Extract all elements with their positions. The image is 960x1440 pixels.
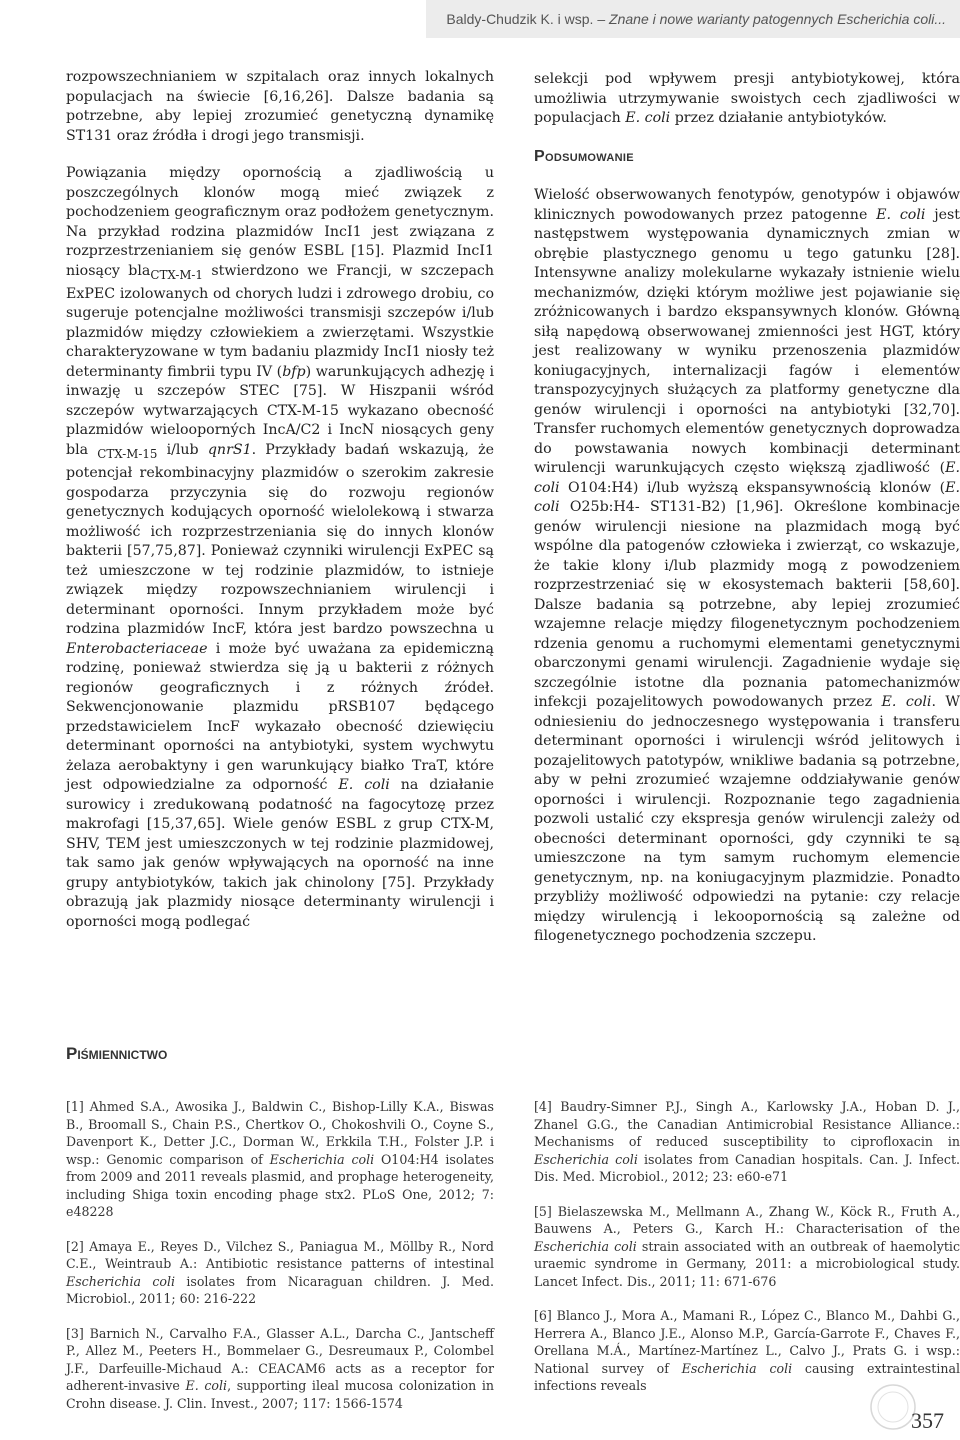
page-number: 357 [911, 1408, 944, 1433]
text: selekcji pod wpływem presji antybiotykowej, która umożliwia utrzymywanie swoistych cech zjadliwości w populacjach [534, 71, 960, 126]
taxon-name: E. coli [625, 110, 671, 126]
text: [3] Barnich N., Carvalho F.A., Glasser A.L., Darcha C., Jantscheff P., Allez M., Peeters H., Bommelaer G., Desreumaux P., Colombel J.F., Darfeuille-Michaud A.: CEACAM6 acts as a receptor for adherent-invasive [66, 1325, 494, 1393]
text: [4] Baudry-Simner P.J., Singh A., Karlowsky J.A., Hoban D. J., Zhanel G.G., the Canadian Antimicrobial Resistance Alliance.: Mechanisms of reduced susceptibility to ciprofloxacin in [534, 1099, 960, 1149]
text: . Przykłady badań wskazują, że potencjał rekombinacyjny plazmidów o szerokim zakresie gospodarza przyczynia się do rozwoju regionów genetycznych kodujących oporność wielolekową i stwarza możliwość ich rozprzestrzeniania się do innych klonów bakterii [57,75,87]. Ponieważ czynniki wirulencji ExPEC są też umieszczone w tej rodzinie plazmidów, to istnieje związek między rozpowszechnianiem wirulencji i determinant oporności. Innym przykładem może być rodzina plazmidów IncF, która jest bardzo powszechna u [66, 441, 494, 638]
paragraph [66, 164, 494, 932]
reference-item [66, 1238, 494, 1308]
taxon-name: E. coli [338, 777, 390, 794]
taxon-name: Escherichia coli [534, 1151, 638, 1167]
text: isolates from Nicaraguan children. J. Med. Microbiol., 2011; 60: 216-222 [66, 1273, 494, 1306]
text: O25b:H4- ST131-B2) [1,96]. Określone kombinacje genów wirulencji niesione na plazmidach mogą być wspólne dla patogenów człowieka i zwierząt, co wskazuje, że takie klony i/lub plazmidy mogą z powodzeniem rozprzestrzeniać się w ekosystemach bakterii [58,60]. Dalsze badania są potrzebne, aby lepiej zrozumieć wzajemne relacje między filogenetycznym pochodzeniem rdzenia genomu a ruchomymi elementami genetycznymi obarczonymi genami wirulencji. Zagadnienie wydaje się szczególnie istotne dla poznania patomechanizmów infekcji pozajelitowych powodowanych przez [534, 499, 960, 710]
text: , supporting ileal mucosa colonization in Crohn disease. J. Clin. Invest., 2007; 117: 1566-1574 [66, 1378, 495, 1411]
references-heading: Piśmiennictwo [66, 1044, 168, 1063]
reference-item [66, 1098, 494, 1221]
header-separator: – [593, 11, 610, 27]
text: [2] Amaya E., Reyes D., Vilchez S., Paniagua M., Möllby R., Nord C.E., Weintraub A.: Antibiotic resistance patterns of intestinal [66, 1238, 494, 1271]
text: stwierdzono we Francji, w szczepach ExPEC izolowanych od chorych ludzi i zdrowego drobiu, co sugeruje potencjalne możliwości transmisji szczepów i/lub plazmidów między człowiekiem a zwierzętami. Wszystkie charakteryzowane w tym badaniu plazmidy IncI1 niosły też determinanty fimbrii typu IV ( [66, 262, 494, 380]
text: [5] Bielaszewska M., Mellmann A., Zhang W., Köck R., Fruth A., Bauwens A., Peters G., Karch H.: Characterisation of the [534, 1203, 960, 1236]
taxon-name: Escherichia coli [66, 1273, 176, 1289]
running-header [426, 0, 960, 38]
taxon-name: Escherichia coli [269, 1151, 375, 1167]
gene-subscript: CTX-M-1 [150, 267, 203, 282]
text: O104:H4 isolates from 2009 and 2011 reveals plasmid, and prophage heterogeneity, including Shiga toxin encoding phage stx2. PLoS One, 2012; 7: e48228 [66, 1151, 494, 1219]
text: causing extraintestinal infections reveals [534, 1360, 960, 1393]
text: i/lub [157, 441, 208, 458]
paragraph: rozpowszechnianiem w szpitalach oraz innych lokalnych populacjach na świecie [6,16,26]. Dalsze badania są potrzebne, aby lepiej zrozumieć genetyczną dynamikę ST131 oraz źródła i drogi jego transmisji. [66, 69, 494, 144]
text: isolates from Canadian hospitals. Can. J. Infect. Dis. Med. Microbiol., 2012; 23: e60-e71 [534, 1151, 960, 1184]
gene-subscript: CTX-M-15 [97, 446, 158, 461]
taxon-name: E. coli [185, 1378, 228, 1393]
taxon-name: Escherichia coli [681, 1360, 793, 1376]
left-column [66, 68, 494, 950]
text: jest następstwem występowania dynamicznych zmian w obrębie plastycznego genomu u tego gatunku [28]. Intensywne analizy molekularne wykazały istnienie wielu mechanizmów, dzięki którym możliwe jest pojawianie się zróżnicowanych i bardzo ekspansywnych klonów. Główną siłą napędową obserwowanej zmienności jest HGT, który jest realizowany w wyniku przenoszenia plazmidów koniugacyjnych, internalizacji fagów i elementów transpozycyjnych służących za platformy genetyczne dla genów wirulencji i oporności na antybiotyki [32,70]. Transfer ruchomych elementów genetycznych doprowadza do powstawania nowych kombinacji determinant wirulencji warunkujących często większą zjadliwość ( [534, 206, 960, 476]
reference-item [534, 1098, 960, 1186]
references-right-column [534, 1098, 960, 1412]
taxon-name: Escherichia coli [534, 1238, 637, 1254]
section-heading-summary: Podsumowanie [534, 147, 634, 165]
gene-name: bfp [282, 363, 306, 380]
text: Wielość obserwowanych fenotypów, genotypów i objawów klinicznych powodowanych przez patogenne [534, 187, 960, 223]
text: . W odniesieniu do jednoczesnego występowania i transferu determinant oporności i wirulencji wśród jelitowych i pozajelitowych patotypów, wnikliwe badania są potrzebne, aby w pełni zrozumieć wzajemne oddziaływanie genów oporności i wirulencji. Rozpoznanie tego zagadnienia pozwoli ustalić czy ekspresja genów wirulencji zależy od obecności determinant oporności, gdy czynniki te są umieszczone na tym samym ruchomym elemencie genetycznym, np. na koniugacyjnym plazmidzie. Ponadto przybliży możliwość odpowiedzi na pytanie: czy relacje między wirulencją i lekoopornością są zależne od filogenetycznego pochodzenia szczepu. [534, 694, 960, 944]
paragraph [534, 186, 960, 947]
text: [1] Ahmed S.A., Awosika J., Baldwin C., Bishop-Lilly K.A., Biswas B., Broomall S., Chain P.S., Chertkov O., Chokoshvili O., Coyne S., Davenport K., Detter J.C., Dorman W., Erkkila T.H., Folster J.P. i wsp.: Genomic comparison of [66, 1099, 494, 1167]
taxon-name: Enterobacteriaceae [66, 640, 208, 657]
text: strain associated with an outbreak of haemolytic uraemic syndrome in Germany, 2011: a microbiological study. Lancet Infect. Dis., 2011; 11: 671-676 [534, 1238, 960, 1289]
references-left-column [66, 1098, 494, 1429]
right-column [534, 70, 960, 965]
text: przez działanie antybiotyków. [670, 110, 887, 126]
text: O104:H4) i/lub wyższą ekspansywnością klonów ( [559, 479, 946, 496]
taxon-name: E. coli [876, 206, 926, 223]
taxon-name: E. coli [881, 694, 932, 710]
reference-item [66, 1325, 494, 1413]
text: na działanie surowicy i zredukowaną podatność na fagocytozę przez makrofagi [15,37,65]. Wiele genów ESBL z grup CTX-M, SHV, TEM jest umieszczonych w tej rodzinie plazmidowej, tak samo jak genów wpływających na oporność na inne grupy antybiotyków, takich jak chinolony [75]. Przykłady obrazują jak plazmidy niosące determinanty wirulencji i oporności mogą podlegać [66, 777, 494, 930]
text: ) warunkujących adhezję i inwazję u szczepów STEC [75]. W Hiszpanii wśród szczepów wytwarzających CTX-M-15 wykazano obecność plazmidów wielooporných IncA/C2 i IncN niosących geny bla [66, 363, 494, 458]
taxon-name: E. coli [534, 479, 960, 515]
gene-name: qnrS1 [207, 441, 252, 458]
text: [6] Blanco J., Mora A., Mamani R., López C., Blanco M., Dahbi G., Herrera A., Blanco J.E., Alonso M.P., García-Garrote F., Chaves F., Orellana M.Á., Martínez-Martínez L., Calvo J., Prats G. i wsp.: National survey of [534, 1308, 960, 1376]
text: Powiązania między opornością a zjadliwością u poszczególnych klonów mogą mieć związek z pochodzeniem geograficznym oraz podłożem genetycznym. Na przykład rodzina plazmidów IncI1 jest związana z rozprzestrzenianiem się genów ESBL [15]. Plazmid IncI1 niosący bla [66, 165, 494, 279]
header-title: Znane i nowe warianty patogennych Escherichia coli... [609, 11, 946, 27]
reference-item [534, 1203, 960, 1291]
text: i może być uważana za epidemiczną rodzinę, ponieważ stwierdza się ją u bakterii z różnych regionów geograficznych i z różnych źródeł. Sekwencjonowanie plazmidu pRSB107 będącego przedstawicielem IncF wykazało obecność dziewięciu determinant oporności na antybiotyki, system wychwytu żelaza aerobaktyny i gen warunkujący białko TraT, które jest odpowiedzialne za odporność [66, 640, 494, 794]
taxon-name: E. coli [534, 460, 960, 496]
paragraph [534, 70, 960, 129]
header-authors: Baldy-Chudzik K. i wsp. [446, 11, 594, 27]
